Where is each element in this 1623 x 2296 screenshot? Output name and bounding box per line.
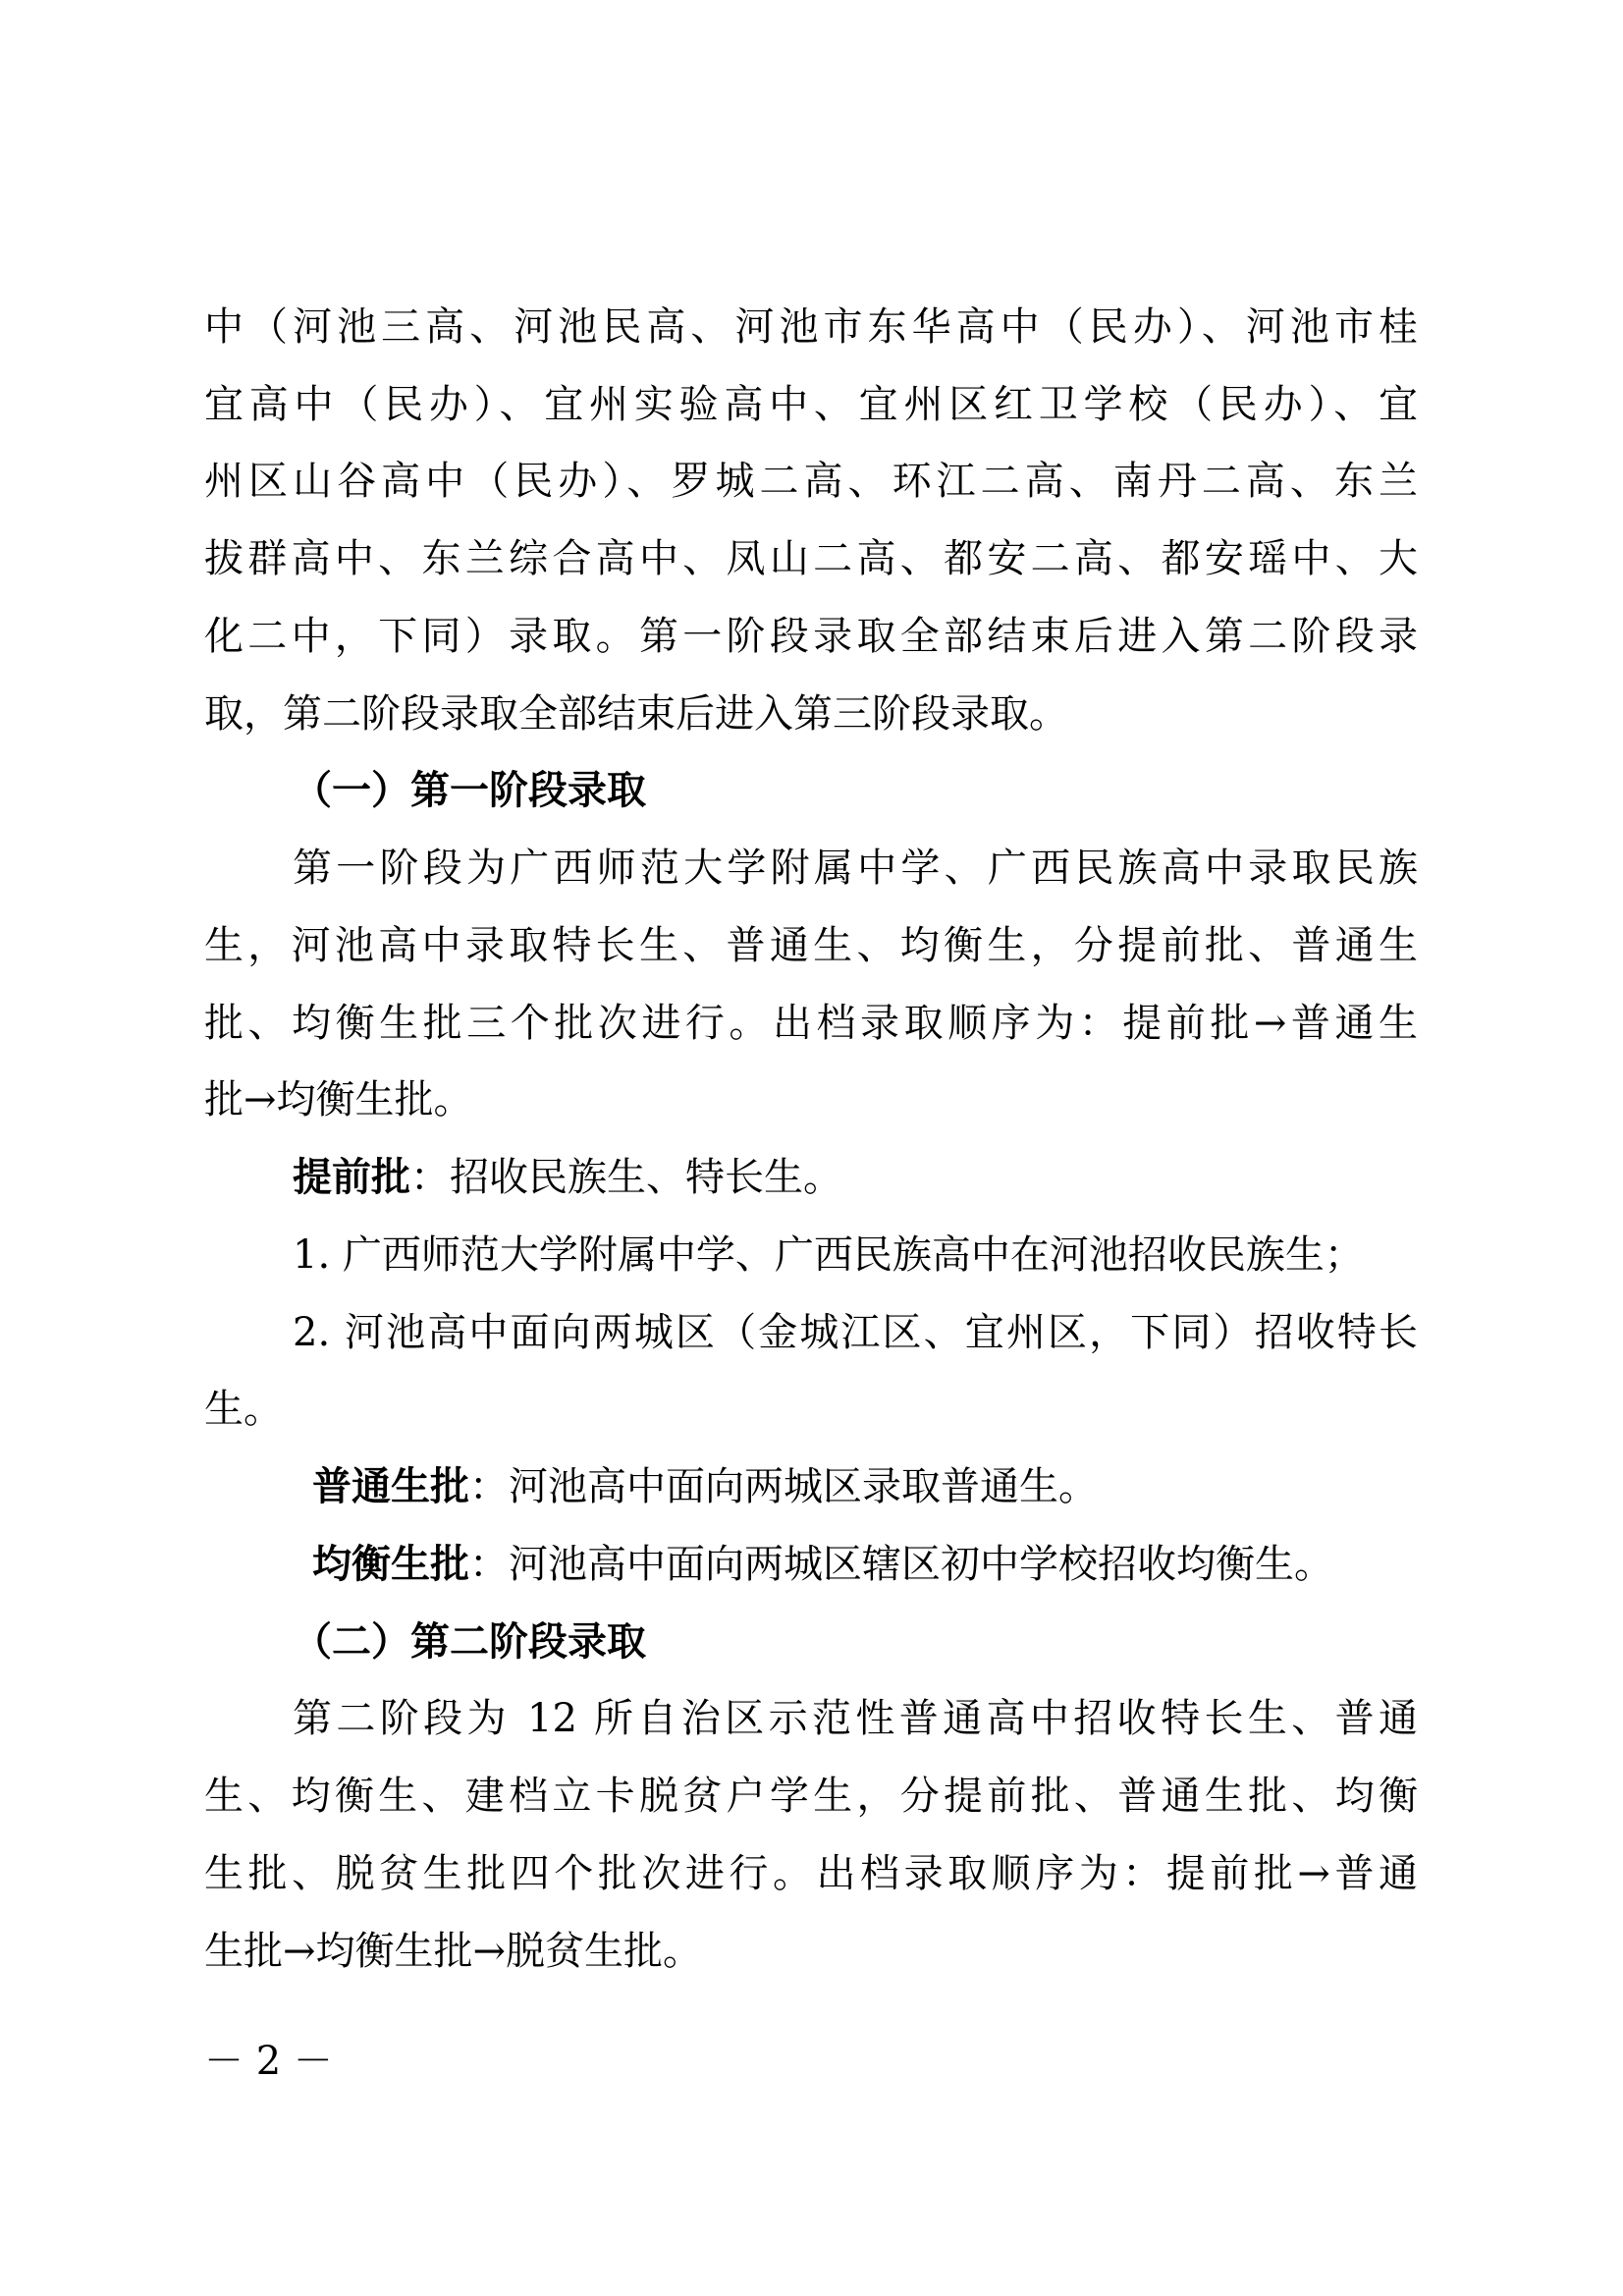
body-line-2: 宜高中（民办）、宜州实验高中、宜州区红卫学校（民办）、宜 (204, 382, 1418, 427)
page-number: － 2 － (204, 2039, 333, 2084)
stage-2-line-1: 第二阶段为 12 所自治区示范性普通高中招收特长生、普通 (293, 1696, 1418, 1741)
body-line-1: 中（河池三高、河池民高、河池市东华高中（民办）、河池市桂 (204, 304, 1418, 350)
stage-2-line-4: 生批→均衡生批→脱贫生批。 (204, 1929, 703, 1974)
stage-1-line-3: 批、均衡生批三个批次进行。出档录取顺序为：提前批→普通生 (204, 1001, 1418, 1046)
regular-batch-text: ：河池高中面向两城区录取普通生。 (469, 1464, 1098, 1509)
body-line-3: 州区山谷高中（民办）、罗城二高、环江二高、南丹二高、东兰 (204, 459, 1418, 504)
early-batch-item-2-line-1: 2. 河池高中面向两城区（金城江区、宜州区，下同）招收特长 (293, 1310, 1418, 1355)
stage-2-line-3: 生批、脱贫生批四个批次进行。出档录取顺序为：提前批→普通 (204, 1851, 1418, 1896)
stage-2-line-2: 生、均衡生、建档立卡脱贫户学生，分提前批、普通生批、均衡 (204, 1774, 1418, 1819)
body-line-5: 化二中，下同）录取。第一阶段录取全部结束后进入第二阶段录 (204, 614, 1418, 659)
stage-1-line-1: 第一阶段为广西师范大学附属中学、广西民族高中录取民族 (293, 846, 1418, 891)
stage-1-line-2: 生，河池高中录取特长生、普通生、均衡生，分提前批、普通生 (204, 923, 1418, 968)
early-batch-item-1: 1. 广西师范大学附属中学、广西民族高中在河池招收民族生； (293, 1232, 1364, 1278)
early-batch-label: 提前批 (293, 1154, 410, 1200)
body-line-4: 拔群高中、东兰综合高中、凤山二高、都安二高、都安瑶中、大 (204, 536, 1418, 581)
early-batch-item-2-line-2: 生。 (204, 1387, 283, 1432)
balanced-batch-label: 均衡生批 (312, 1541, 469, 1587)
stage-1-line-4: 批→均衡生批。 (204, 1077, 473, 1122)
body-line-6: 取，第二阶段录取全部结束后进入第三阶段录取。 (204, 691, 1068, 737)
section-heading-stage-2: （二）第二阶段录取 (293, 1618, 646, 1665)
early-batch-text: ：招收民族生、特长生。 (410, 1155, 842, 1200)
regular-batch-label: 普通生批 (312, 1463, 469, 1509)
early-batch-line (293, 1147, 842, 1208)
balanced-batch-text: ：河池高中面向两城区辖区初中学校招收均衡生。 (469, 1542, 1333, 1587)
balanced-batch-line (312, 1534, 1333, 1595)
section-heading-stage-1: （一）第一阶段录取 (293, 767, 646, 813)
regular-batch-line (312, 1456, 1098, 1517)
